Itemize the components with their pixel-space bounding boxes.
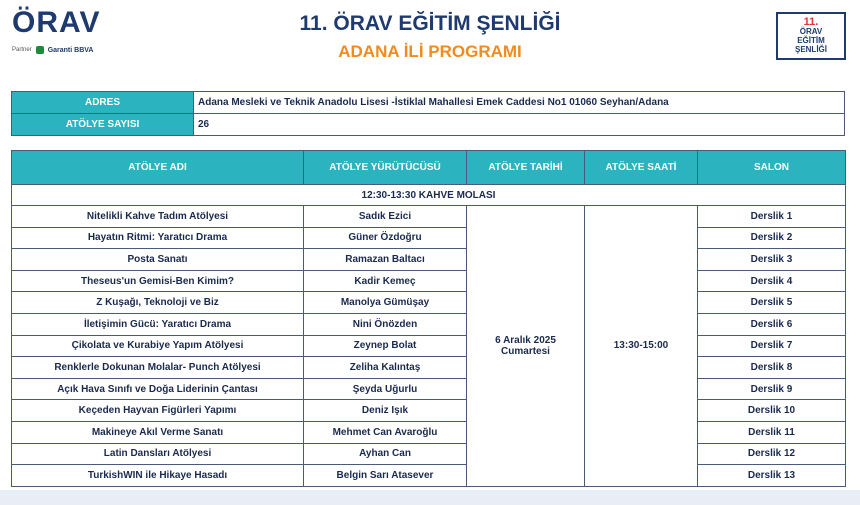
- table-row: [12, 421, 846, 443]
- header-time: ATÖLYE SAATİ: [585, 151, 698, 185]
- workshop-leader: Şeyda Uğurlu: [304, 378, 467, 400]
- workshop-leader: Deniz Işık: [304, 400, 467, 422]
- workshop-room: Derslik 10: [698, 400, 846, 422]
- workshop-room: Derslik 11: [698, 421, 846, 443]
- workshop-name: Keçeden Hayvan Figürleri Yapımı: [12, 400, 304, 422]
- table-row: [12, 227, 846, 249]
- address-label: ADRES: [12, 92, 194, 114]
- table-row: [12, 270, 846, 292]
- workshop-room: Derslik 9: [698, 378, 846, 400]
- table-header-row: [12, 151, 846, 185]
- workshop-room: Derslik 3: [698, 249, 846, 271]
- date-line2: Cumartesi: [501, 345, 550, 357]
- count-row: [12, 114, 845, 136]
- workshop-room: Derslik 1: [698, 206, 846, 228]
- page-header: [0, 0, 860, 80]
- table-row: [12, 465, 846, 487]
- sponsor-prefix: Partner: [12, 47, 32, 53]
- workshop-leader: Manolya Gümüşay: [304, 292, 467, 314]
- workshop-name: Hayatın Ritmi: Yaratıcı Drama: [12, 227, 304, 249]
- workshop-name: Z Kuşağı, Teknoloji ve Biz: [12, 292, 304, 314]
- table-row: [12, 206, 846, 228]
- table-row: [12, 249, 846, 271]
- coffee-break-text: 12:30-13:30 KAHVE MOLASI: [12, 185, 846, 206]
- count-value: 26: [194, 114, 845, 136]
- address-row: [12, 92, 845, 114]
- coffee-break-row: [12, 185, 846, 206]
- program-table: [11, 150, 846, 487]
- table-row: [12, 400, 846, 422]
- workshop-leader: Mehmet Can Avaroğlu: [304, 421, 467, 443]
- workshop-room: Derslik 6: [698, 313, 846, 335]
- table-row: [12, 443, 846, 465]
- workshop-room: Derslik 2: [698, 227, 846, 249]
- workshop-leader: Zeynep Bolat: [304, 335, 467, 357]
- workshop-room: Derslik 5: [698, 292, 846, 314]
- table-row: [12, 378, 846, 400]
- table-row: [12, 313, 846, 335]
- workshop-leader: Zeliha Kalıntaş: [304, 357, 467, 379]
- header-room: SALON: [698, 151, 846, 185]
- workshop-room: Derslik 4: [698, 270, 846, 292]
- workshop-name: Makineye Akıl Verme Sanatı: [12, 421, 304, 443]
- badge-line2: EĞİTİM: [797, 35, 825, 45]
- workshop-name: Theseus'un Gemisi-Ben Kimim?: [12, 270, 304, 292]
- workshop-leader: Ramazan Baltacı: [304, 249, 467, 271]
- badge-line1: ÖRAV: [799, 27, 823, 37]
- workshop-time: 13:30-15:00: [585, 206, 698, 487]
- badge-line3: ŞENLİĞİ: [794, 44, 827, 54]
- bottom-strip: [0, 490, 860, 505]
- header-leader: ATÖLYE YÜRÜTÜCÜSÜ: [304, 151, 467, 185]
- workshop-room: Derslik 12: [698, 443, 846, 465]
- workshop-leader: Belgin Sarı Atasever: [304, 465, 467, 487]
- workshop-leader: Kadir Kemeç: [304, 270, 467, 292]
- event-badge: [776, 12, 846, 60]
- workshop-leader: Güner Özdoğru: [304, 227, 467, 249]
- address-value: Adana Mesleki ve Teknik Anadolu Lisesi -İstiklal Mahallesi Emek Caddesi No1 01060 Seyhan/Adana: [194, 92, 845, 114]
- workshop-name: Nitelikli Kahve Tadım Atölyesi: [12, 206, 304, 228]
- workshop-name: İletişimin Gücü: Yaratıcı Drama: [12, 313, 304, 335]
- workshop-room: Derslik 13: [698, 465, 846, 487]
- workshop-name: Latin Dansları Atölyesi: [12, 443, 304, 465]
- workshop-leader: Sadık Ezici: [304, 206, 467, 228]
- header-workshop-name: ATÖLYE ADI: [12, 151, 304, 185]
- workshop-name: Açık Hava Sınıfı ve Doğa Liderinin Çantası: [12, 378, 304, 400]
- count-label: ATÖLYE SAYISI: [12, 114, 194, 136]
- page-subtitle: ADANA İLİ PROGRAMI: [338, 42, 522, 61]
- workshop-name: TurkishWIN ile Hikaye Hasadı: [12, 465, 304, 487]
- table-row: [12, 292, 846, 314]
- workshop-leader: Nini Önözden: [304, 313, 467, 335]
- workshop-date: [467, 206, 585, 487]
- sponsor-name: Garanti BBVA: [47, 46, 94, 54]
- table-row: [12, 357, 846, 379]
- workshop-name: Posta Sanatı: [12, 249, 304, 271]
- workshop-room: Derslik 7: [698, 335, 846, 357]
- page-title: 11. ÖRAV EĞİTİM ŞENLİĞİ: [299, 12, 561, 35]
- workshop-leader: Ayhan Can: [304, 443, 467, 465]
- workshop-room: Derslik 8: [698, 357, 846, 379]
- info-table: [11, 91, 845, 136]
- workshop-name: Renklerle Dokunan Molalar- Punch Atölyesi: [12, 357, 304, 379]
- logo-text: ÖRAV: [12, 6, 101, 39]
- date-line1: 6 Aralık 2025: [495, 334, 556, 346]
- workshop-name: Çikolata ve Kurabiye Yapım Atölyesi: [12, 335, 304, 357]
- badge-number: 11.: [803, 16, 819, 28]
- table-row: [12, 335, 846, 357]
- header-date: ATÖLYE TARİHİ: [467, 151, 585, 185]
